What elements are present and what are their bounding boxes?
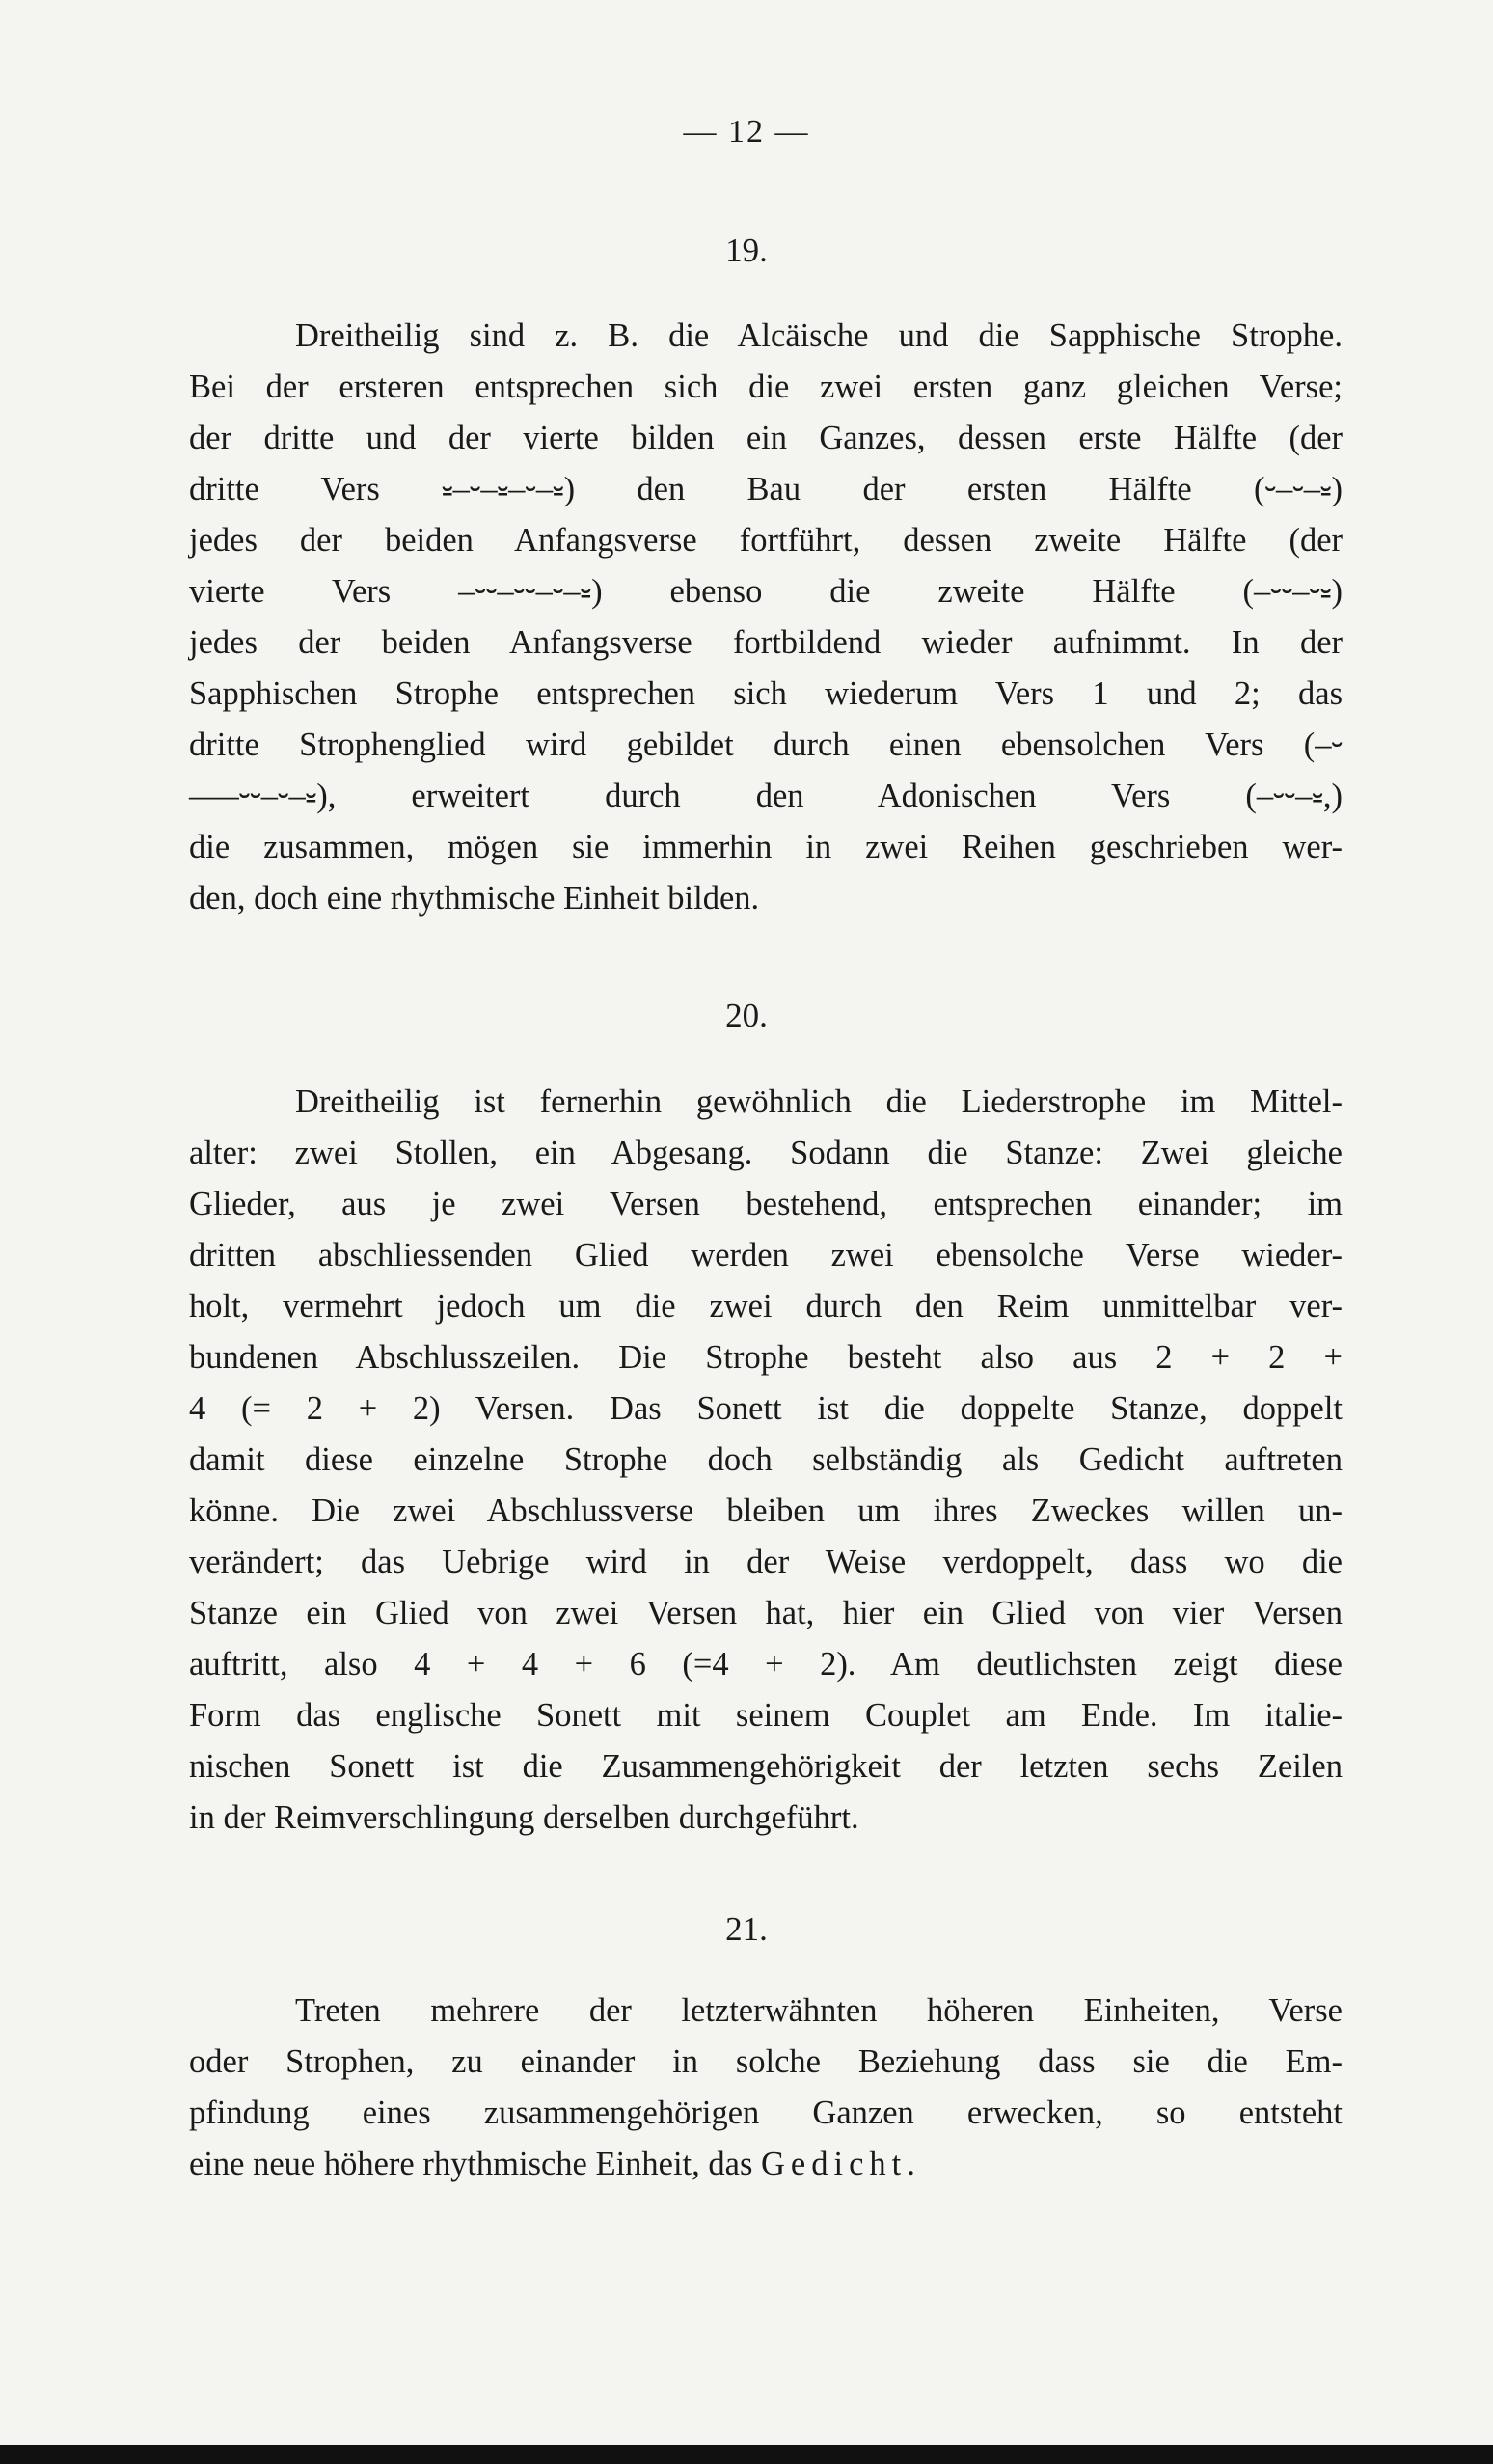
text-line: Dreitheilig ist fernerhin gewöhnlich die Liederstrophe im Mittel- — [295, 1083, 1343, 1120]
text-line: oder Strophen, zu einander in solche Beziehung dass sie die Em- — [189, 2043, 1343, 2080]
text-line: auftritt, also 4 + 4 + 6 (=4 + 2). Am deutlichsten zeigt diese — [189, 1646, 1343, 1683]
emphasis-gedicht: Gedicht — [761, 2146, 908, 2182]
paragraph-20 — [189, 1077, 1343, 1844]
text-line: dritte Strophenglied wird gebildet durch einen ebensolchen Vers (–⏑ — [189, 726, 1343, 763]
text-line: Glieder, aus je zwei Versen bestehend, entsprechen einander; im — [189, 1186, 1343, 1222]
text-line: der dritte und der vierte bilden ein Ganzes, dessen erste Hälfte (der — [189, 420, 1343, 456]
text-line: Dreitheilig sind z. B. die Alcäische und die Sapphische Strophe. — [295, 317, 1343, 354]
text-line: –––⏑⏑–⏑–⏓), erweitert durch den Adonischen Vers (–⏑⏑–⏓,) — [189, 778, 1343, 814]
text-line: in der Reimverschlingung derselben durchgeführt. — [189, 1799, 859, 1836]
text-line: dritte Vers ⏓–⏑–⏓–⏑–⏓) den Bau der ersten Hälfte (⏑–⏑–⏓) — [189, 471, 1343, 507]
text-line: Treten mehrere der letzterwähnten höheren Einheiten, Verse — [295, 1992, 1343, 2029]
section-number-19: 19. — [725, 232, 768, 269]
text-line: Stanze ein Glied von zwei Versen hat, hier ein Glied von vier Versen — [189, 1595, 1343, 1631]
text-span: . — [907, 2146, 915, 2182]
page-number: — 12 — — [683, 114, 810, 150]
text-line: 4 (= 2 + 2) Versen. Das Sonett ist die doppelte Stanze, doppelt — [189, 1390, 1343, 1427]
text-line: pfindung eines zusammengehörigen Ganzen erwecken, so entsteht — [189, 2094, 1343, 2131]
text-line: verändert; das Uebrige wird in der Weise verdoppelt, dass wo die — [189, 1544, 1343, 1580]
text-line: nischen Sonett ist die Zusammengehörigkeit der letzten sechs Zeilen — [189, 1748, 1343, 1785]
scan-bottom-edge — [0, 2445, 1493, 2464]
text-line: vierte Vers –⏑⏑–⏑⏑–⏑–⏓) ebenso die zweite Hälfte (–⏑⏑–⏑⏓) — [189, 573, 1343, 610]
text-line: Sapphischen Strophe entsprechen sich wiederum Vers 1 und 2; das — [189, 675, 1343, 712]
section-number-21: 21. — [725, 1910, 768, 1948]
paragraph-19 — [189, 311, 1343, 924]
section-number-20: 20. — [725, 997, 768, 1034]
text-line: alter: zwei Stollen, ein Abgesang. Sodann die Stanze: Zwei gleiche — [189, 1135, 1343, 1171]
text-line: jedes der beiden Anfangsverse fortbildend wieder aufnimmt. In der — [189, 624, 1343, 661]
text-line: Form das englische Sonett mit seinem Couplet am Ende. Im italie- — [189, 1697, 1343, 1734]
text-span: eine neue höhere rhythmische Einheit, das — [189, 2146, 762, 2182]
text-line: bundenen Abschlusszeilen. Die Strophe besteht also aus 2 + 2 + — [189, 1339, 1343, 1376]
paragraph-21 — [189, 1985, 1343, 2190]
text-line: damit diese einzelne Strophe doch selbständig als Gedicht auftreten — [189, 1441, 1343, 1478]
text-line-final — [189, 2139, 1343, 2190]
text-line: könne. Die zwei Abschlussverse bleiben um ihres Zweckes willen un- — [189, 1492, 1343, 1529]
text-line: Bei der ersteren entsprechen sich die zwei ersten ganz gleichen Verse; — [189, 369, 1343, 405]
text-line: dritten abschliessenden Glied werden zwei ebensolche Verse wieder- — [189, 1237, 1343, 1273]
text-line: holt, vermehrt jedoch um die zwei durch den Reim unmittelbar ver- — [189, 1288, 1343, 1325]
text-line: die zusammen, mögen sie immerhin in zwei Reihen geschrieben wer- — [189, 829, 1343, 865]
text-line: jedes der beiden Anfangsverse fortführt, dessen zweite Hälfte (der — [189, 522, 1343, 559]
text-line: den, doch eine rhythmische Einheit bilden. — [189, 880, 760, 917]
